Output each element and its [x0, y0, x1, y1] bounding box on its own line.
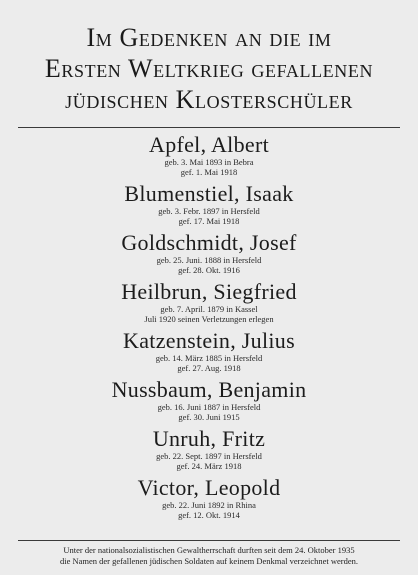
entry-birth: geb. 14. März 1885 in Hersfeld [155, 353, 263, 363]
title-line-3: jüdischen Klosterschüler [65, 85, 353, 114]
bottom-divider [18, 540, 400, 541]
footer-line-1: Unter der nationalsozialistischen Gewaltherrschaft durften seit dem 24. Oktober 1935 [63, 545, 355, 555]
memorial-entry [0, 475, 418, 524]
memorial-entry [0, 181, 418, 230]
entry-name: Unruh, Fritz [152, 426, 266, 451]
top-divider [18, 127, 400, 128]
entry-name: Blumenstiel, Isaak [124, 181, 294, 206]
entry-birth: geb. 7. April. 1879 in Kassel [160, 304, 258, 314]
memorial-entry [0, 377, 418, 426]
entry-death: gef. 30. Juni 1915 [178, 412, 240, 422]
entry-name: Apfel, Albert [149, 132, 269, 157]
page-title [0, 22, 418, 115]
entry-name: Victor, Leopold [137, 475, 281, 500]
title-line-1: Im Gedenken an die im [86, 23, 332, 52]
entry-birth: geb. 25. Juni. 1888 in Hersfeld [156, 255, 262, 265]
entry-birth: geb. 3. Mai 1893 in Bebra [164, 157, 254, 167]
footer-line-2: die Namen der gefallenen jüdischen Soldaten auf keinem Denkmal verzeichnet werden. [59, 556, 359, 566]
entry-death: gef. 12. Okt. 1914 [178, 510, 240, 520]
memorial-list [0, 132, 418, 524]
entry-death: gef. 24. März 1918 [176, 461, 242, 471]
entry-death: gef. 27. Aug. 1918 [177, 363, 241, 373]
memorial-entry [0, 328, 418, 377]
entry-name: Nussbaum, Benjamin [111, 377, 307, 402]
footer-note [0, 545, 418, 567]
entry-birth: geb. 22. Juni 1892 in Rhina [162, 500, 256, 510]
entry-death: gef. 17. Mai 1918 [178, 216, 240, 226]
entry-name: Heilbrun, Siegfried [121, 279, 297, 304]
entry-name: Katzenstein, Julius [123, 328, 295, 353]
memorial-entry [0, 132, 418, 181]
entry-birth: geb. 22. Sept. 1897 in Hersfeld [156, 451, 262, 461]
entry-death: gef. 1. Mai 1918 [180, 167, 238, 177]
memorial-entry [0, 426, 418, 475]
entry-birth: geb. 16. Juni 1887 in Hersfeld [157, 402, 261, 412]
memorial-entry [0, 279, 418, 328]
entry-death: Juli 1920 seinen Verletzungen erlegen [144, 314, 274, 324]
entry-birth: geb. 3. Febr. 1897 in Hersfeld [158, 206, 260, 216]
entry-death: gef. 28. Okt. 1916 [178, 265, 240, 275]
title-line-2: Ersten Weltkrieg gefallenen [44, 54, 374, 83]
memorial-entry [0, 230, 418, 279]
entry-name: Goldschmidt, Josef [121, 230, 297, 255]
